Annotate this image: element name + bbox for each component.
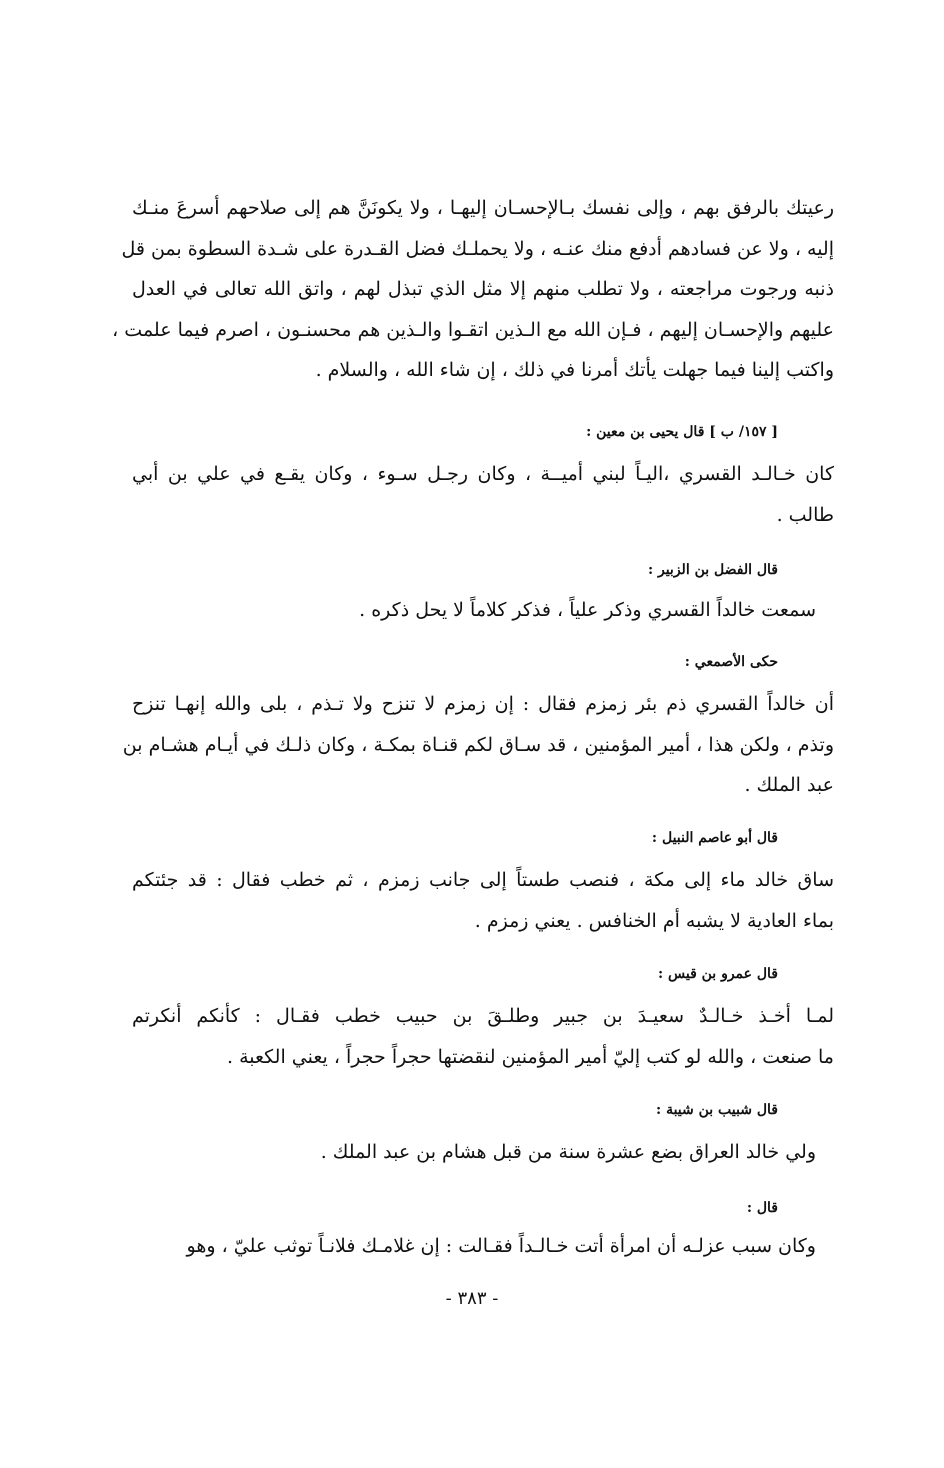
- section-body: [132, 454, 834, 535]
- text-line: ساق خالد ماء إلى مكة ، فنصب طستاً إلى جانب زمزم ، ثم خطب فقال : قد جئتكم: [132, 869, 834, 891]
- text-line: عليهم والإحسـان إليهم ، فـإن الله مع الـذين اتقـوا والـذين هم محسنـون ، اصرم فيما علمت ،: [112, 318, 834, 341]
- text-line: وتذم ، ولكن هذا ، أمير المؤمنين ، قد سـاق لكم قنـاة بمكـة ، وكان ذلـك في أيـام هشـام بن: [122, 733, 834, 756]
- text-line: كان خـالـد القسري ،اليـاً لبني أميــة ، وكان رجـل سـوء ، وكان يقـع في علي بن أبي: [132, 463, 834, 485]
- section-heading: حكى الأصمعي :: [684, 654, 778, 670]
- text-line: سمعت خالداً القسري وذكر علياً ، فذكر كلاماً لا يحل ذكره .: [359, 599, 816, 621]
- section-body: [166, 1226, 816, 1267]
- section-heading: قال الفضل بن الزبير :: [647, 562, 778, 578]
- text-line: أن خالداً القسري ذم بئر زمزم فقال : إن زمزم لا تنزح ولا تـذم ، بلى والله إنهـا تنزح: [132, 693, 834, 715]
- intro-paragraph: [112, 188, 834, 391]
- text-line: وكان سبب عزلـه أن امرأة أتت خـالـداً فقـالت : إن غلامـك فلانـاً توثب عليّ ، وهو: [186, 1235, 816, 1257]
- text-line: لمـا أخـذ خـالـدٌ سعيـدَ بن جبير وطلـقَ بن حبيب خطب فقـال : كأنكم أنكرتم: [132, 1005, 834, 1027]
- text-line: ولي خالد العراق بضع عشرة سنة من قبل هشام بن عبد الملك .: [320, 1141, 816, 1163]
- section-body: [166, 590, 816, 631]
- section-body: [132, 860, 834, 941]
- text-line: بماء العادية لا يشبه أم الخنافس . يعني زمزم .: [474, 909, 834, 932]
- section-heading: قال شبيب بن شيبة :: [656, 1102, 778, 1118]
- text-line: إليه ، ولا عن فسادهم أدفع منك عنـه ، ولا يحملـك فضل القـدرة على شـدة السطوة بمن قل: [121, 237, 834, 260]
- text-line: واكتب إلينا فيما جهلت يأتك أمرنا في ذلك ، إن شاء الله ، والسلام .: [315, 359, 834, 381]
- page-number: - ٣٨٣ -: [445, 1288, 499, 1309]
- text-line: ذنبه ورجوت مراجعته ، ولا تطلب منهم إلا مثل الذي تبذل لهم ، واتق الله تعالى في العدل: [132, 278, 834, 300]
- section-heading: قال عمرو بن قيس :: [657, 966, 778, 982]
- text-line: رعيتك بالرفق بهم ، وإلى نفسك بـالإحسـان إليهـا ، ولا يكونَنَّ هم إلى صلاحهم أسرعَ منـك: [132, 197, 834, 219]
- text-line: عبد الملك .: [744, 774, 834, 796]
- text-line: ما صنعت ، والله لو كتب إليّ أمير المؤمنين لنقضتها حجراً حجراً ، يعني الكعبة .: [227, 1045, 834, 1068]
- section-body: [166, 1132, 816, 1173]
- text-line: طالب .: [776, 503, 834, 526]
- section-body: [132, 996, 834, 1077]
- section-heading: قال :: [746, 1200, 778, 1216]
- section-heading: قال أبو عاصم النبيل :: [651, 830, 778, 846]
- section-body: [122, 684, 834, 806]
- section-heading: [ ١٥٧/ ب ] قال يحيى بن معين :: [586, 424, 778, 440]
